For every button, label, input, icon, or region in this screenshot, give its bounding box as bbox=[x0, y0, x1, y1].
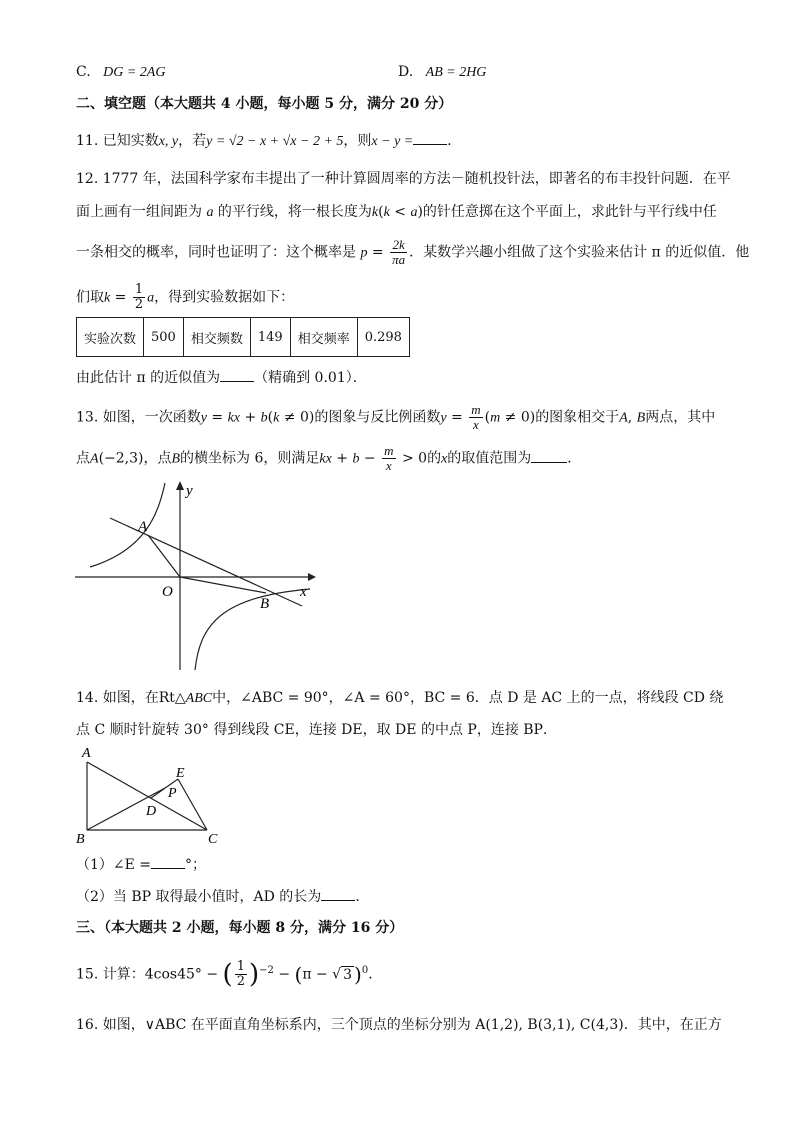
q13-line1d: 两点，其中 bbox=[645, 409, 716, 426]
q12-p-num: 2k bbox=[390, 238, 407, 253]
section3-title: 三、（本大题共 2 小题，每小题 8 分，满分 16 分） bbox=[76, 920, 404, 936]
q13-figure bbox=[70, 475, 330, 675]
q13-line2b: ，点 bbox=[143, 450, 172, 467]
x-axis-arrow-icon bbox=[308, 573, 316, 581]
q12-line2a: 面上画有一组间距为 bbox=[76, 204, 202, 220]
q12-line5 bbox=[76, 367, 367, 388]
q12-data-table bbox=[76, 317, 410, 357]
q11-blank[interactable] bbox=[413, 130, 447, 145]
q16: 16. 如图，∨ABC 在平面直角坐标系内，三个顶点的坐标分别为 A(1,2), B(3,1), C(4,3)．其中，在正方 bbox=[76, 1017, 722, 1033]
q11-then: ，则 bbox=[343, 133, 372, 149]
q11-ask: x − y = bbox=[371, 134, 414, 149]
q12-line2c: 的针任意掷在这个平面上，求此针与平行线中任 bbox=[422, 204, 717, 220]
q12-p-den: πa bbox=[392, 252, 406, 267]
q12-line5b: （精确到 0.01）． bbox=[254, 370, 367, 386]
label-a: A bbox=[138, 519, 148, 535]
table-cell: 0.298 bbox=[357, 318, 409, 357]
q12-blank[interactable] bbox=[220, 367, 254, 382]
label-e: E bbox=[176, 766, 185, 781]
option-d bbox=[398, 62, 486, 83]
q14-sub2 bbox=[76, 886, 369, 907]
q12-k-num: 1 bbox=[134, 282, 144, 297]
q14-line1b: 中，∠ABC = 90°，∠A = 60°，BC = 6．点 D 是 AC 上的一点，将线段 CD 绕 bbox=[212, 690, 724, 706]
q11-eq: y = √2 − x + √x − 2 + 5 bbox=[206, 134, 344, 149]
q13-line2c: 的横坐标为 6，则满足 bbox=[180, 450, 320, 467]
option-c-expr: DG = 2AG bbox=[103, 65, 166, 80]
q13-line2d: 的 bbox=[427, 450, 442, 467]
q14-sub2-blank[interactable] bbox=[321, 886, 355, 901]
q14-sub1 bbox=[76, 854, 206, 875]
q12-line4: 们取k = $\frac{1}{2}$ a，得到实验数据如下： bbox=[76, 282, 295, 312]
label-p: P bbox=[168, 786, 177, 801]
q13-line1a: 13. 如图，一次函数 bbox=[76, 409, 201, 426]
q13-line1: 13. 如图，一次函数y = kx + b(k ≠ 0)的图象与反比例函数y = $\frac{m}{x}$ (m ≠ 0)的图象相交于A, B两点，其中 bbox=[76, 402, 716, 432]
table-cell: 相交频数 bbox=[183, 318, 250, 357]
label-d: D bbox=[146, 804, 157, 819]
q15-text: 15. 计算：4cos45° − bbox=[76, 966, 219, 983]
label-c: C bbox=[208, 832, 218, 847]
segment-oa bbox=[148, 535, 180, 577]
table-cell: 149 bbox=[250, 318, 290, 357]
table-cell: 500 bbox=[144, 318, 184, 357]
q12-line4b: ，得到实验数据如下： bbox=[154, 289, 295, 306]
q12-k-frac bbox=[133, 283, 145, 312]
table-cell: 实验次数 bbox=[77, 318, 144, 357]
label-a: A bbox=[82, 746, 91, 761]
segment-ob bbox=[180, 577, 266, 593]
table-cell: 相交频率 bbox=[290, 318, 357, 357]
option-c-label: C. bbox=[76, 64, 91, 80]
label-o: O bbox=[162, 584, 173, 600]
q12-line4a: 们取 bbox=[76, 289, 104, 306]
section2-title: 二、填空题（本大题共 4 小题，每小题 5 分，满分 20 分） bbox=[76, 96, 453, 112]
q12-line2: 面上画有一组间距为 a 的平行线，将一根长度为k(k < a)的针任意掷在这个平面上，求此针与平行线中任 bbox=[76, 204, 717, 220]
y-axis-arrow-icon bbox=[176, 481, 184, 490]
q14-sub2-text: （2）当 BP 取得最小值时，AD 的长为 bbox=[76, 889, 322, 905]
q11-vars: x, y bbox=[158, 134, 179, 149]
q14-sub1-blank[interactable] bbox=[151, 854, 185, 869]
q14-sub1-text: （1）∠E = bbox=[76, 857, 152, 873]
q13-line1c: 的图象相交于 bbox=[535, 409, 620, 426]
option-d-expr: AB = 2HG bbox=[425, 65, 487, 80]
hyperbola-branch-left bbox=[90, 483, 165, 567]
q13-line2a: 点 bbox=[76, 450, 90, 467]
option-c bbox=[76, 62, 165, 83]
option-d-label: D. bbox=[398, 64, 414, 80]
label-y: y bbox=[186, 483, 193, 499]
table-row bbox=[77, 318, 410, 357]
label-b: B bbox=[260, 596, 270, 612]
q12-prob-frac bbox=[390, 238, 407, 267]
q14-figure bbox=[70, 742, 230, 847]
label-x: x bbox=[300, 584, 307, 600]
q13-line2: 点A(−2,3)，点B的横坐标为 6，则满足kx + b − $\frac{m}{x}$ > 0的x的取值范围为 ． bbox=[76, 443, 582, 473]
q13-blank[interactable] bbox=[531, 448, 567, 463]
q11-num: 11. 已知实数 bbox=[76, 133, 159, 149]
q12-line3: 一条相交的概率，同时也证明了：这个概率是 p = $\frac{2k}{\pi a}$ ．某数学兴趣小组做了这个实验来估计 π 的近似值．他 bbox=[76, 237, 750, 267]
q13-line1b: 的图象与反比例函数 bbox=[314, 409, 441, 426]
q14-line1: 14. 如图，在Rt△ABC中，∠ABC = 90°，∠A = 60°，BC = 6．点 D 是 AC 上的一点，将线段 CD 绕 bbox=[76, 690, 724, 706]
q12-line3a: 一条相交的概率，同时也证明了：这个概率是 bbox=[76, 244, 356, 261]
q11-mid: ，若 bbox=[178, 133, 207, 149]
q12-line5a: 由此估计 π 的近似值为 bbox=[76, 370, 221, 386]
q14-sub1-tail: °； bbox=[185, 857, 207, 873]
q14-line1a: 14. 如图，在 bbox=[76, 690, 159, 706]
label-b: B bbox=[76, 832, 85, 847]
q15: 15. 计算：4cos45° − ( $\frac{1}{2}$ )$^{-2}$ − (π − √ 3 )$^0$． bbox=[76, 959, 383, 990]
q12-line1: 12. 1777 年，法国科学家布丰提出了一种计算圆周率的方法－随机投针法，即著名的布丰投针问题．在平 bbox=[76, 171, 731, 187]
q11: 11. 已知实数x, y，若y = √2 − x + √x − 2 + 5，则x − y = ． bbox=[76, 130, 461, 152]
q14-line2: 点 C 顺时针旋转 30° 得到线段 CE，连接 DE，取 DE 的中点 P，连接 BP． bbox=[76, 722, 557, 738]
q12-line2b: 的平行线，将一根长度为 bbox=[217, 204, 372, 220]
q12-k-den: 2 bbox=[134, 297, 144, 312]
q14-sub2-tail: ． bbox=[355, 889, 370, 905]
q12-line3b: ．某数学兴趣小组做了这个实验来估计 π 的近似值．他 bbox=[409, 244, 750, 261]
q13-line2e: 的取值范围为 bbox=[447, 450, 532, 467]
